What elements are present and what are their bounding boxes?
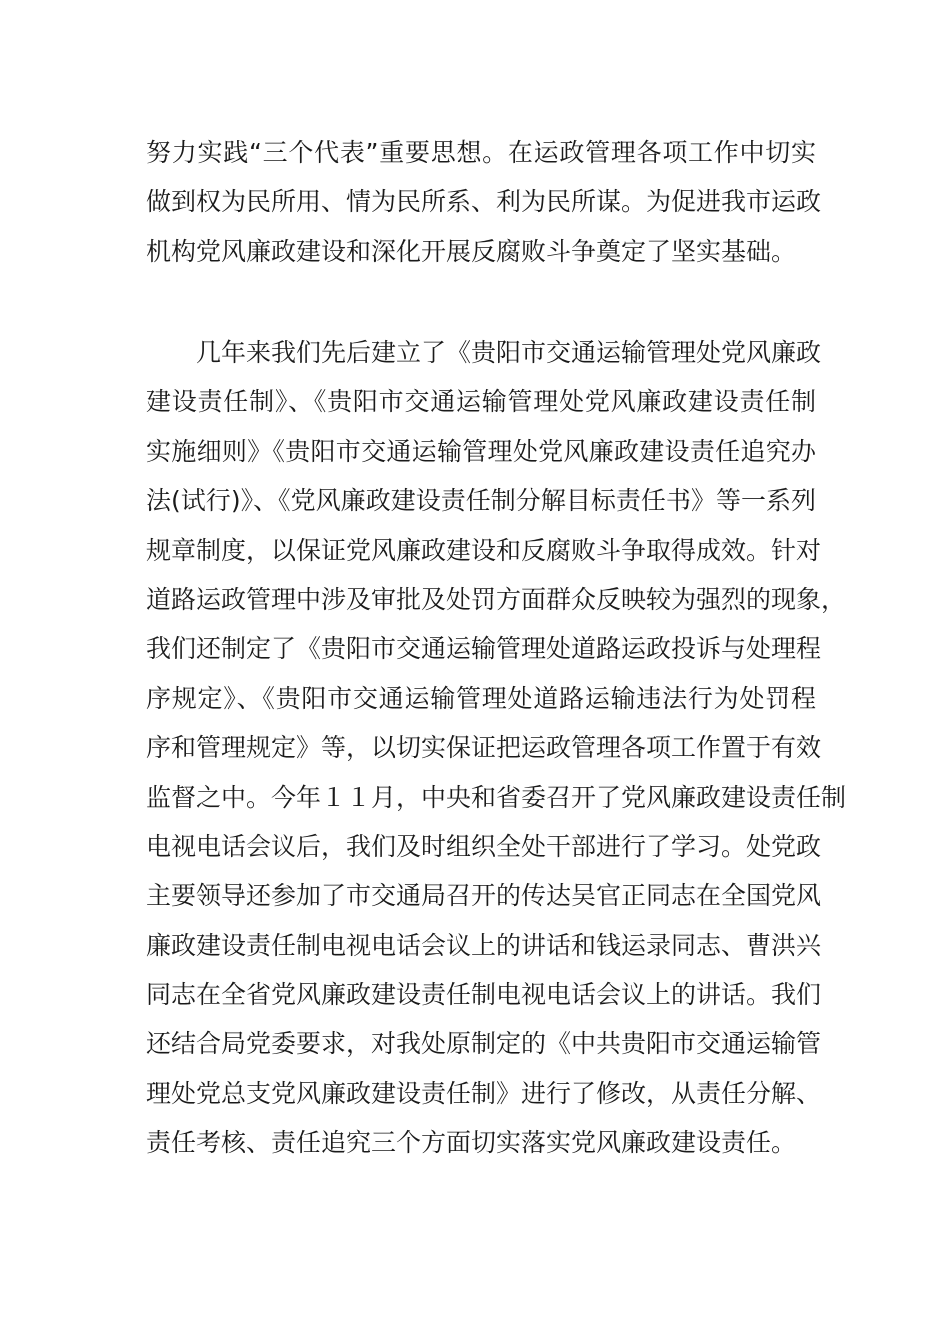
paragraph-2-line-13: 廉政建设责任制电视电话会议上的讲话和钱运录同志、曹洪兴 <box>146 930 822 960</box>
paragraph-2-line-6: 道路运政管理中涉及审批及处罚方面群众反映较为强烈的现象， <box>146 584 847 614</box>
paragraph-2-line-5: 规章制度，以保证党风廉政建设和反腐败斗争取得成效。针对 <box>146 535 822 565</box>
paragraph-2-line-11: 电视电话会议后，我们及时组织全处干部进行了学习。处党政 <box>146 831 822 861</box>
paragraph-2-line-8: 序规定》、《贵阳市交通运输管理处道路运输违法行为处罚程 <box>146 683 816 713</box>
paragraph-2-line-10: 监督之中。今年１１月，中央和省委召开了党风廉政建设责任制 <box>146 782 847 812</box>
paragraph-1-line-1: 努力实践“三个代表”重要思想。在运政管理各项工作中切实 <box>146 138 816 167</box>
paragraph-2-line-7: 我们还制定了《贵阳市交通运输管理处道路运政投诉与处理程 <box>146 634 822 664</box>
paragraph-2-line-1: 几年来我们先后建立了《贵阳市交通运输管理处党风廉政 <box>196 338 822 367</box>
paragraph-1-line-3: 机构党风廉政建设和深化开展反腐败斗争奠定了坚实基础。 <box>146 236 797 266</box>
paragraph-2-line-12: 主要领导还参加了市交通局召开的传达吴官正同志在全国党风 <box>146 881 822 911</box>
paragraph-2 <box>146 328 847 1168</box>
paragraph-2-line-15: 还结合局党委要求，对我处原制定的《中共贵阳市交通运输管 <box>146 1029 822 1059</box>
paragraph-2-line-2: 建设责任制》、《贵阳市交通运输管理处党风廉政建设责任制 <box>146 387 816 417</box>
paragraph-2-line-16: 理处党总支党风廉政建设责任制》进行了修改，从责任分解、 <box>146 1078 822 1108</box>
paragraph-1-line-2: 做到权为民所用、情为民所系、利为民所谋。为促进我市运政 <box>146 187 822 217</box>
paragraph-2-line-3: 实施细则》《贵阳市交通运输管理处党风廉政建设责任追究办 <box>146 436 816 466</box>
paragraph-2-line-9: 序和管理规定》等，以切实保证把运政管理各项工作置于有效 <box>146 733 822 763</box>
paragraph-2-line-14: 同志在全省党风廉政建设责任制电视电话会议上的讲话。我们 <box>146 980 822 1010</box>
paragraph-2-line-17: 责任考核、责任追究三个方面切实落实党风廉政建设责任。 <box>146 1128 797 1158</box>
paragraph-1 <box>146 128 822 276</box>
paragraph-2-line-4: 法(试行)》、《党风廉政建设责任制分解目标责任书》等一系列 <box>146 486 816 516</box>
